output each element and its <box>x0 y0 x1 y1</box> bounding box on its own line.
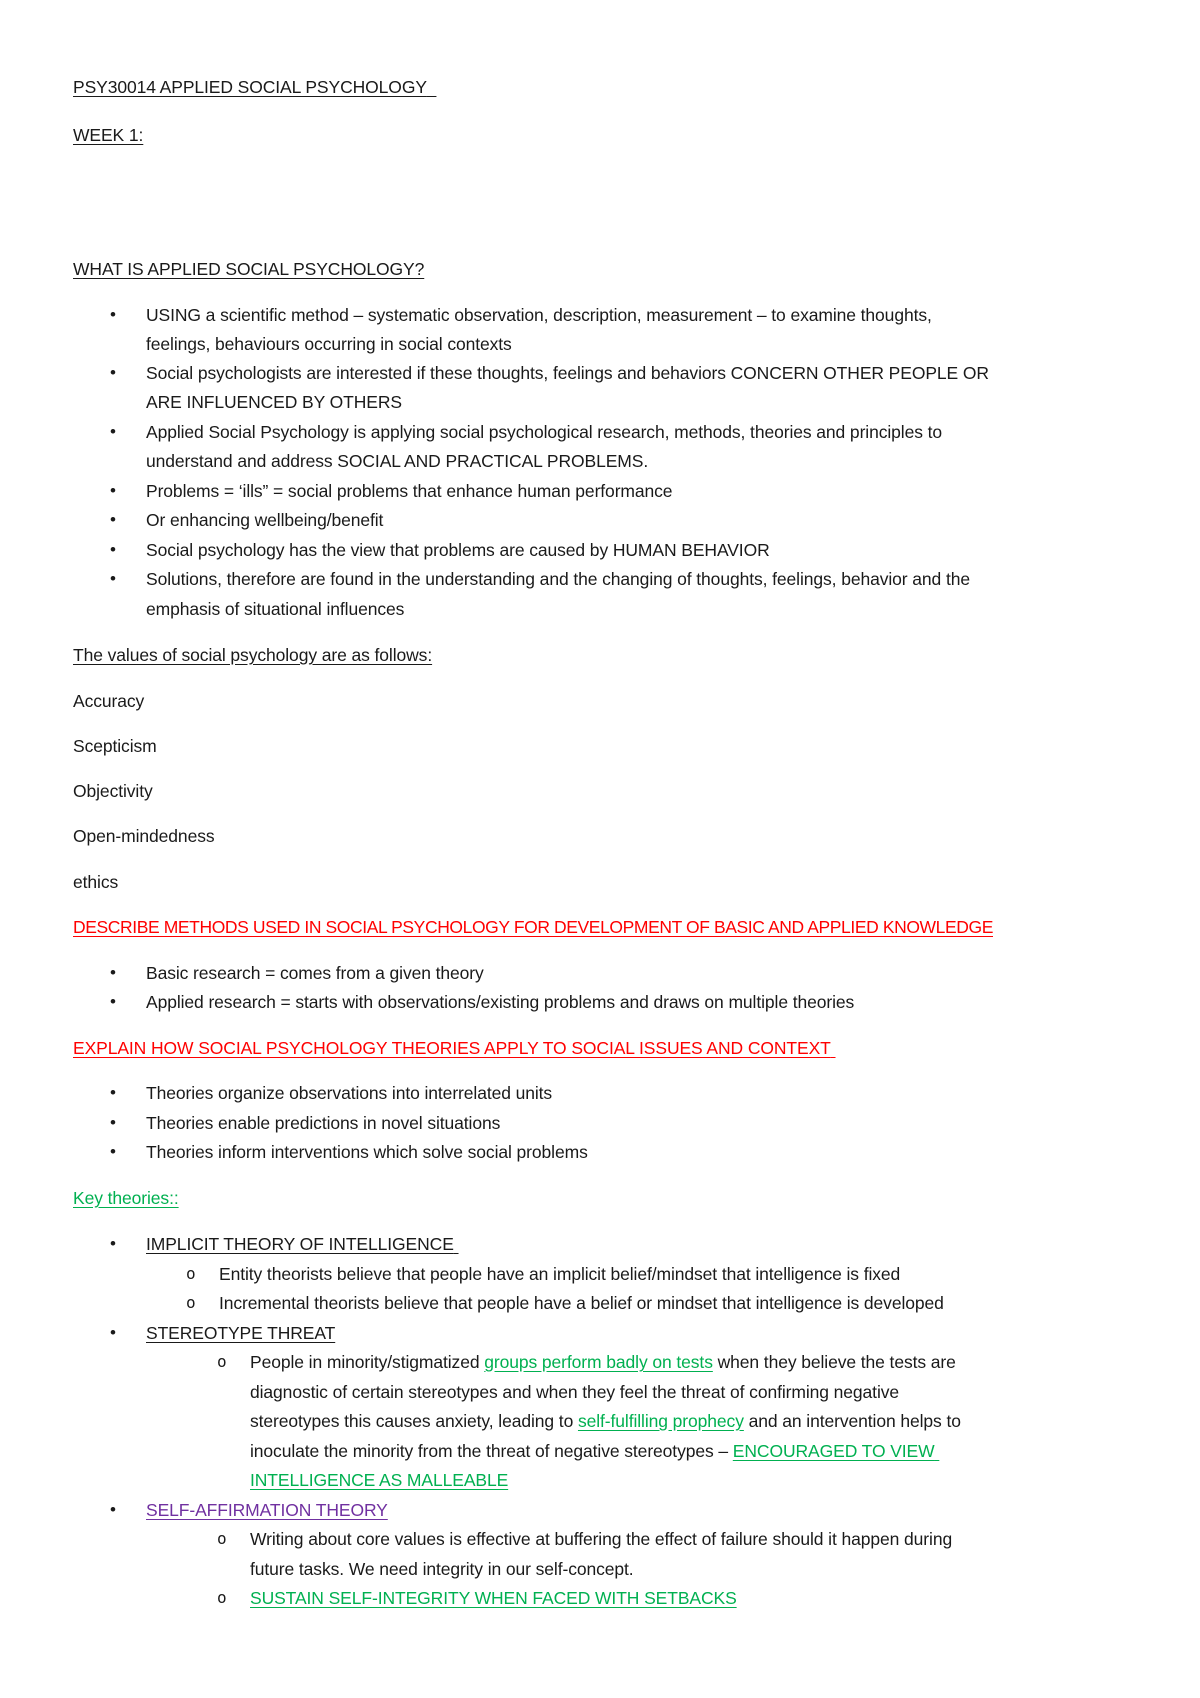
self-fulfilling-prophecy-link[interactable]: self-fulfilling prophecy <box>577 1411 744 1431</box>
sub-list-item: Incremental theorists believe that people have a belief or mindset that intelligence is developed <box>219 1293 944 1313</box>
bullet-icon: • <box>110 1323 116 1342</box>
value-item: Objectivity <box>73 781 153 801</box>
implicit-theory-title <box>146 1232 459 1256</box>
encouraged-to-view-link[interactable] <box>733 1441 940 1461</box>
sub-bullet-icon: o <box>217 1529 227 1548</box>
list-item: Social psychologists are interested if these thoughts, feelings and behaviors CONCERN OTHER PEOPLE OR <box>146 363 989 383</box>
bullet-icon: • <box>110 569 116 588</box>
list-item: Social psychology has the view that problems are caused by HUMAN BEHAVIOR <box>146 540 770 560</box>
bullet-icon: • <box>110 1083 116 1102</box>
sub-bullet-icon: o <box>217 1588 227 1607</box>
list-item-cont: understand and address SOCIAL AND PRACTICAL PROBLEMS. <box>146 451 649 471</box>
week-label: WEEK 1: <box>73 125 144 145</box>
sub-bullet-icon: o <box>186 1293 196 1312</box>
bullet-icon: • <box>110 1142 116 1161</box>
groups-perform-badly-link[interactable]: groups perform badly on tests <box>484 1352 713 1372</box>
stereotype-line <box>250 1409 961 1433</box>
bullet-icon: • <box>110 305 116 324</box>
stereotype-line: diagnostic of certain stereotypes and when they feel the threat of confirming negative <box>250 1382 900 1402</box>
value-item: Scepticism <box>73 736 157 756</box>
sub-bullet-icon: o <box>217 1352 227 1371</box>
bullet-icon: • <box>110 963 116 982</box>
doc-title <box>73 75 436 99</box>
implicit-theory-title-text: IMPLICIT THEORY OF INTELLIGENCE <box>146 1234 454 1254</box>
stereotype-text: inoculate the minority from the threat of negative stereotypes – <box>250 1441 733 1461</box>
list-item: Solutions, therefore are found in the understanding and the changing of thoughts, feelings, behavior and the <box>146 569 970 589</box>
stereotype-text: when they believe the tests are <box>712 1352 956 1372</box>
doc-title-text: PSY30014 APPLIED SOCIAL PSYCHOLOGY <box>73 77 427 97</box>
theories-heading-text: EXPLAIN HOW SOCIAL PSYCHOLOGY THEORIES APPLY TO SOCIAL ISSUES AND CONTEXT <box>73 1038 831 1058</box>
intelligence-malleable-link[interactable]: INTELLIGENCE AS MALLEABLE <box>250 1470 509 1490</box>
list-item: Theories inform interventions which solve social problems <box>146 1142 588 1162</box>
stereotype-text: and an intervention helps to <box>743 1411 961 1431</box>
bullet-icon: • <box>110 992 116 1011</box>
list-item: Problems = ‘ills” = social problems that enhance human performance <box>146 481 673 501</box>
value-item: Accuracy <box>73 691 145 711</box>
theories-heading <box>73 1036 836 1060</box>
list-item: Or enhancing wellbeing/benefit <box>146 510 384 530</box>
bullet-icon: • <box>110 510 116 529</box>
sustain-self-integrity-link[interactable]: SUSTAIN SELF-INTEGRITY WHEN FACED WITH SETBACKS <box>250 1588 737 1608</box>
bullet-icon: • <box>110 540 116 559</box>
list-item-cont: feelings, behaviours occurring in social contexts <box>146 334 512 354</box>
encouraged-to-view-text: ENCOURAGED TO VIEW <box>732 1441 935 1461</box>
key-theories-heading: Key theories:: <box>73 1188 179 1208</box>
bullet-icon: • <box>110 1113 116 1132</box>
sub-list-item: Entity theorists believe that people have an implicit belief/mindset that intelligence is fixed <box>219 1264 901 1284</box>
bullet-icon: • <box>110 481 116 500</box>
list-item-cont: ARE INFLUENCED BY OTHERS <box>146 392 402 412</box>
stereotype-threat-title: STEREOTYPE THREAT <box>146 1323 336 1343</box>
list-item: Applied research = starts with observations/existing problems and draws on multiple theories <box>146 992 855 1012</box>
bullet-icon: • <box>110 1234 116 1253</box>
bullet-icon: • <box>110 1500 116 1519</box>
list-item: Theories organize observations into interrelated units <box>146 1083 553 1103</box>
value-item: Open-mindedness <box>73 826 215 846</box>
value-item: ethics <box>73 872 119 892</box>
sub-list-item-cont: future tasks. We need integrity in our self-concept. <box>250 1559 634 1579</box>
sub-list-item: Writing about core values is effective at buffering the effect of failure should it happen during <box>250 1529 953 1549</box>
list-item: USING a scientific method – systematic observation, description, measurement – to examine thoughts, <box>146 305 932 325</box>
list-item: Theories enable predictions in novel situations <box>146 1113 501 1133</box>
stereotype-line <box>250 1350 956 1374</box>
list-item-cont: emphasis of situational influences <box>146 599 405 619</box>
bullet-icon: • <box>110 363 116 382</box>
self-affirmation-title: SELF-AFFIRMATION THEORY <box>146 1500 388 1520</box>
values-heading: The values of social psychology are as follows: <box>73 645 433 665</box>
methods-heading: DESCRIBE METHODS USED IN SOCIAL PSYCHOLOGY FOR DEVELOPMENT OF BASIC AND APPLIED KNOWLEDGE <box>73 917 993 937</box>
list-item: Basic research = comes from a given theory <box>146 963 484 983</box>
stereotype-text: People in minority/stigmatized <box>250 1352 485 1372</box>
sub-bullet-icon: o <box>186 1264 196 1283</box>
list-item: Applied Social Psychology is applying social psychological research, methods, theories and principles to <box>146 422 943 442</box>
stereotype-line <box>250 1439 939 1463</box>
stereotype-text: stereotypes this causes anxiety, leading to <box>250 1411 578 1431</box>
section-heading-what-is: WHAT IS APPLIED SOCIAL PSYCHOLOGY? <box>73 259 425 279</box>
bullet-icon: • <box>110 422 116 441</box>
